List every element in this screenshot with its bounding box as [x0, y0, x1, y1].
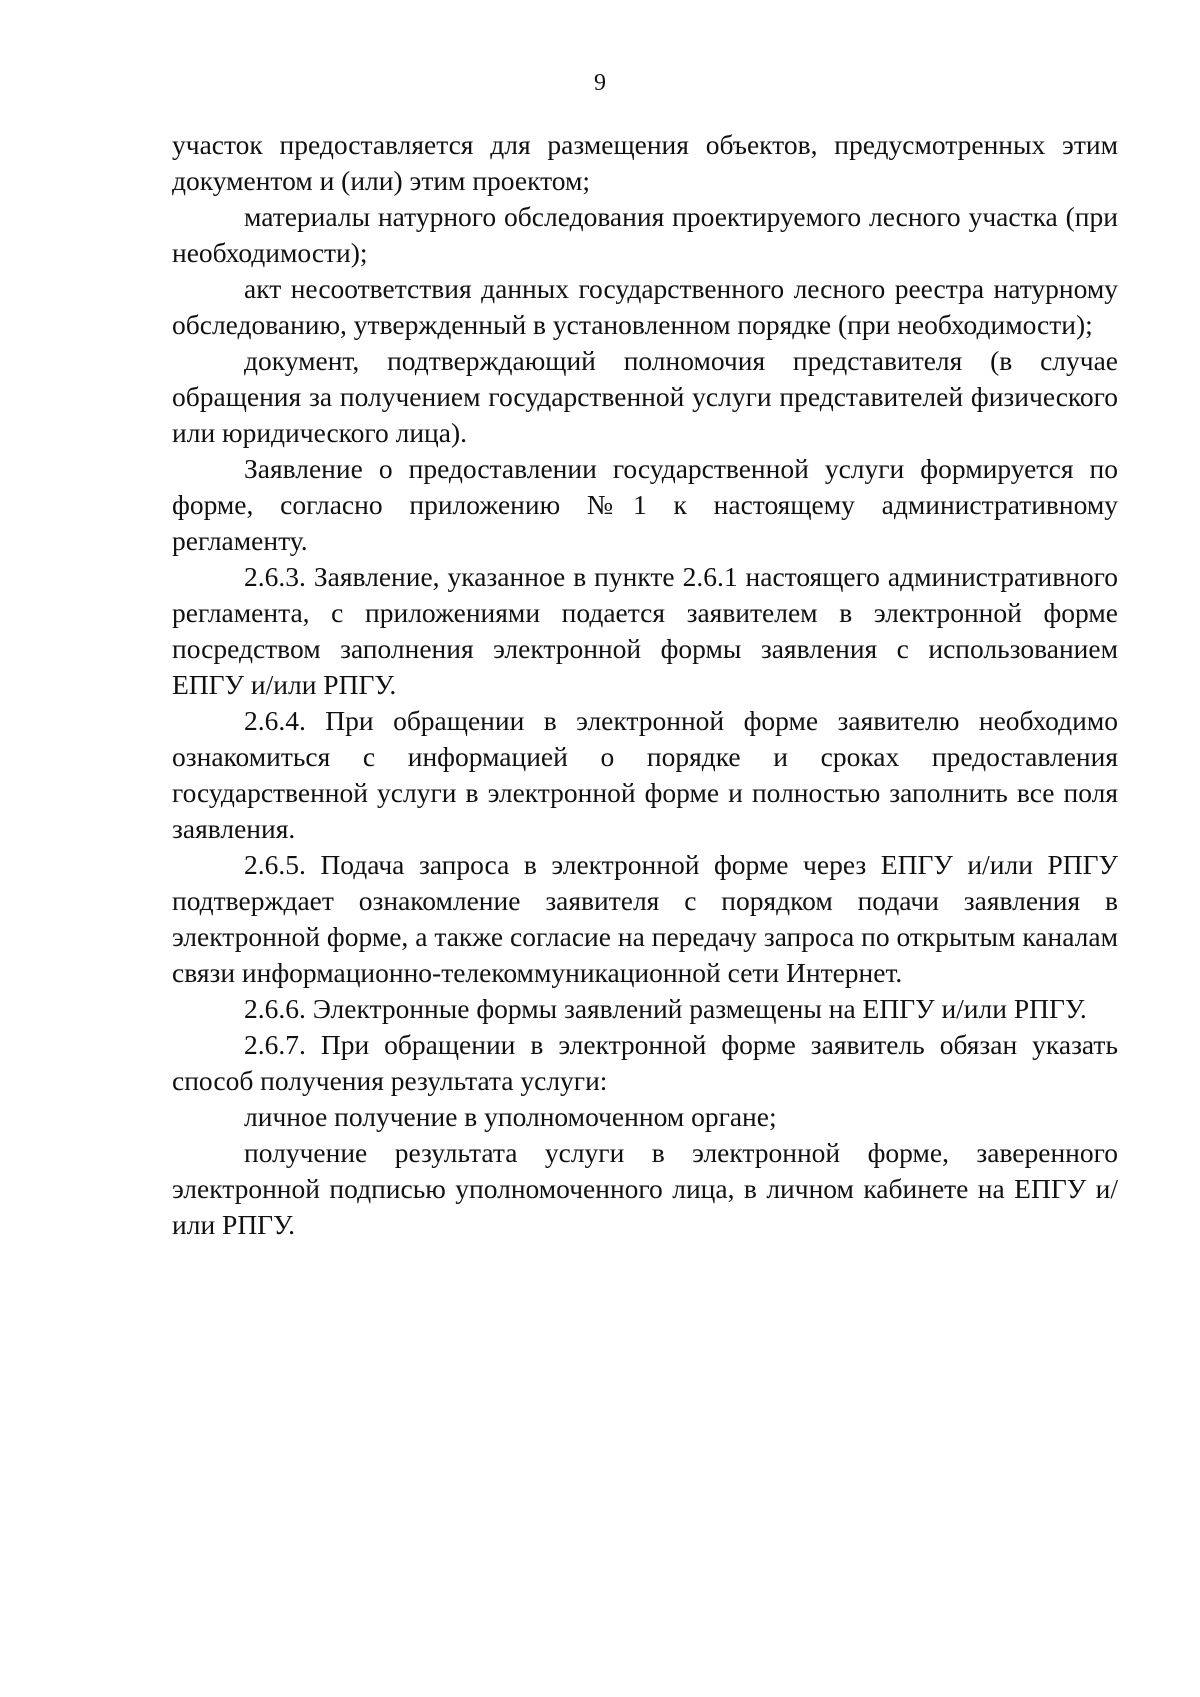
paragraph-continuation: участок предоставляется для размещения объектов, предусмотренных этим документом и (или) этим проектом;: [172, 129, 1118, 196]
paragraph-2-6-5: 2.6.5. Подача запроса в электронной форме через ЕПГУ и/или РПГУ подтверждает ознакомление заявителя с порядком подачи заявления в электронной форме, а также согласие на передачу запроса по открытым каналам связи информационно-телекоммуникационной сети Интернет.: [172, 849, 1118, 988]
page-number: 9: [594, 70, 606, 96]
paragraph-2-6-3: 2.6.3. Заявление, указанное в пункте 2.6.1 настоящего административного регламента, с приложениями подается заявителем в электронной форме посредством заполнения электронной формы заявления с использованием ЕПГУ и/или РПГУ.: [172, 561, 1118, 700]
paragraph-2-6-4: 2.6.4. При обращении в электронной форме заявителю необходимо ознакомиться с информацией о порядке и сроках предоставления государственной услуги в электронной форме и полностью заполнить все поля заявления.: [172, 705, 1118, 844]
paragraph-nonconformity-act: акт несоответствия данных государственного лесного реестра натурному обследованию, утвержденный в установленном порядке (при необходимости);: [172, 273, 1118, 340]
paragraph-2-6-7: 2.6.7. При обращении в электронной форме заявитель обязан указать способ получения результата услуги:: [172, 1029, 1118, 1096]
paragraph-application-form: Заявление о предоставлении государственной услуги формируется по форме, согласно приложению №1 к настоящему административному регламенту.: [172, 453, 1118, 556]
paragraph-2-6-6: 2.6.6. Электронные формы заявлений размещены на ЕПГУ и/или РПГУ.: [244, 993, 1087, 1024]
paragraph-field-survey-materials: материалы натурного обследования проектируемого лесного участка (при необходимости);: [172, 201, 1118, 268]
paragraph-representative-authority: документ, подтверждающий полномочия представителя (в случае обращения за получением государственной услуги представителей физического или юридического лица).: [172, 345, 1118, 448]
paragraph-personal-receipt: личное получение в уполномоченном органе;: [244, 1101, 777, 1132]
paragraph-electronic-receipt: получение результата услуги в электронной форме, заверенного электронной подписью уполномоченного лица, в личном кабинете на ЕПГУ и/или РПГУ.: [172, 1137, 1118, 1240]
document-body: [172, 127, 1118, 1243]
